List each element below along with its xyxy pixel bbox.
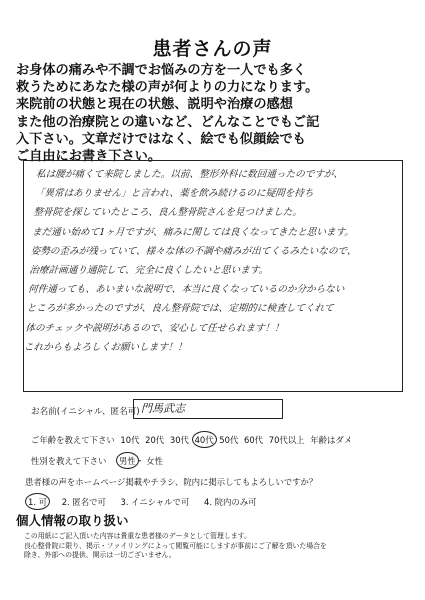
privacy-line: 除き、外部への提供、開示は一切ございません。 (24, 551, 176, 560)
intro-line: また他の治療院との違いなど、どんなことでもご記 (16, 114, 320, 130)
sex-option-selected[interactable]: 男性 (119, 456, 136, 466)
age-option[interactable]: 50代 (219, 435, 239, 445)
age-option[interactable]: 10代 (120, 435, 140, 445)
handwritten-line: 治療計画通り通院して、完全に良くしたいと思います。 (28, 265, 269, 277)
age-label: ご年齢を教えて下さい (31, 435, 115, 445)
handwritten-line: ところが多かったのですが、良ん整骨院では、定期的に検査してくれて (26, 303, 335, 315)
age-option[interactable]: 30代 (169, 435, 189, 445)
age-option-selected[interactable]: 40代 (194, 435, 214, 445)
handwritten-line: 私は腰が痛くて来院しました。以前、整形外科に数回通ったのですが、 (35, 169, 344, 180)
age-option[interactable]: 20代 (145, 435, 165, 445)
sex-label: 性別を教えて下さい (31, 456, 107, 466)
consent-option[interactable]: 3. イニシャルで可 (120, 497, 190, 507)
handwritten-line: 整骨院を探していたところ、良ん整骨院さんを見つけました。 (32, 207, 303, 219)
handwritten-line: まだ通い始めて1ヶ月ですが、痛みに関しては良くなってきたと思います。 (31, 226, 355, 238)
name-label: お名前(イニシャル、匿名可) (31, 407, 140, 417)
intro-line: 来院前の状態と現在の状態、説明や治療の感想 (16, 97, 293, 113)
intro-line: お身体の痛みや不調でお悩みの方を一人でも多く (16, 63, 307, 78)
consent-option[interactable]: 4. 院内のみ可 (203, 497, 257, 507)
intro-line: ご自由にお書き下さい。 (16, 149, 162, 165)
privacy-line: 良心整骨院に限り、掲示・ファイリングによって閲覧可能にしますが事前にご了解を頂いた場合を (24, 541, 327, 550)
consent-option-selected[interactable]: 1. 可 (28, 497, 48, 507)
page-title: 患者さんの声 (152, 38, 273, 60)
age-row (31, 434, 352, 446)
age-option[interactable]: 60代 (244, 435, 264, 445)
handwritten-line: 姿勢の歪みが残っていて、様々な体の不調や痛みが出てくるみたいなので、 (30, 245, 357, 257)
consent-option[interactable]: 2. 匿名で可 (61, 497, 106, 507)
handwritten-testimonial (23, 165, 408, 357)
handwritten-line: 「異常はありません」と言われ、薬を飲み続けるのに疑問を持ち (34, 188, 314, 200)
age-option[interactable]: 70代以上 (268, 435, 305, 445)
handwritten-line: 体のチェックや説明があるので、安心して任せられます！！ (24, 322, 285, 334)
intro-line: 救うためにあなた様の声が何よりの力になります。 (16, 80, 319, 96)
sex-separator: ・ (135, 456, 145, 466)
age-note: 年齢はダメ (310, 435, 353, 445)
handwritten-line: これからもよろしくお願いします！！ (23, 341, 188, 353)
privacy-line: この用紙にご記入頂いた内容は貴重な患者様のデータとして管理します。 (24, 532, 251, 540)
consent-question: 患者様の声をホームページ掲載やチラシ、院内に掲示してもよろしいですか？ (25, 477, 318, 487)
privacy-heading: 個人情報の取り扱い (16, 513, 129, 528)
name-value: 門馬武志 (141, 402, 185, 415)
handwritten-line: 何件通っても、あいまいな説明で、本当に良くなっているのか分からない (27, 284, 345, 296)
intro-text (16, 62, 414, 165)
consent-options (28, 496, 269, 508)
privacy-text (24, 532, 416, 561)
intro-line: 入下さい。文章だけではなく、絵でも似顔絵でも (16, 131, 306, 147)
sex-option[interactable]: 女性 (146, 456, 163, 466)
sex-row (31, 455, 163, 467)
